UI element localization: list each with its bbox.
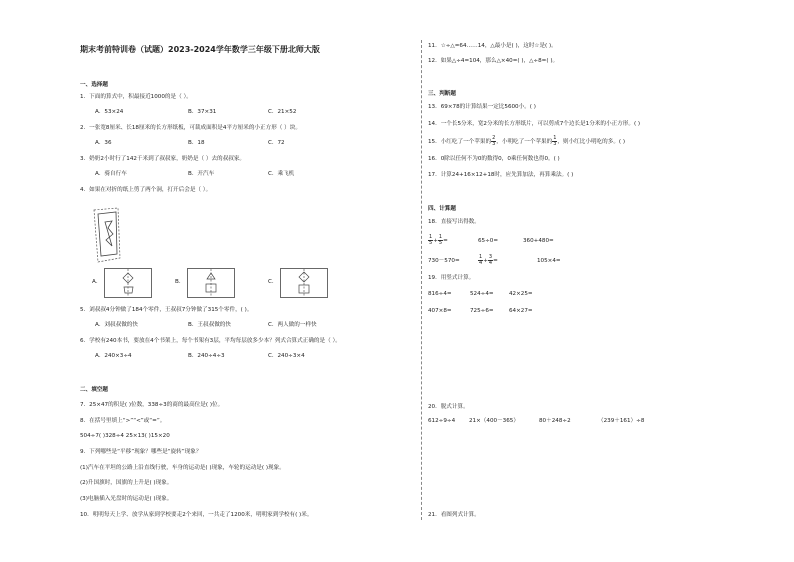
q19-item-3: 42×25= [509,291,533,297]
q18-r1-f2-numerator: 1 [438,234,443,240]
q4-option-b[interactable]: B． [175,279,185,285]
q15-text-c: ，则小红比小明吃的多。( ) [557,139,626,145]
q20-item-3: 80＋248÷2 [539,418,571,424]
q6-option-c[interactable]: C．240÷3×4 [268,353,305,359]
q5-option-b[interactable]: B．王叔叔做的快 [188,322,231,328]
q15-fraction-1-numerator: 2 [492,135,496,141]
question-13: 13．69×78的计算结果一定比5600小。( ) [428,104,536,110]
q18-r2-equals: = [493,258,498,264]
question-6: 6．学校有240本书，要放在4个书架上，每个书架有3层，平均每层放多少本？列式合算式正确的是（ ）。 [80,338,341,344]
question-19: 19．用竖式计算。 [428,275,475,281]
q18-item-fraction-sum-2 [478,255,498,267]
q8-comparisons: 504÷7( )328÷4 25×13( )15×20 [80,433,170,439]
q18-r2-plus: + [483,258,488,264]
q3-option-b[interactable]: B．开汽车 [188,171,215,177]
q18-r1-f1-denominator: 5 [429,240,433,246]
folded-paper-figure [88,206,124,264]
q1-option-c[interactable]: C．21×52 [268,109,297,115]
q5-option-a[interactable]: A．刘叔叔做的快 [95,322,138,328]
question-10: 10．明明每天上学、放学从家到学校要走2个来回，一共走了1200米，明明家到学校有( )米。 [80,512,313,518]
q18-r2-f1-numerator: 1 [479,254,483,260]
q18-r2-f2-numerator: 3 [488,254,493,260]
q3-option-a[interactable]: A．骑自行车 [95,171,127,177]
q18-item-add: 360+480= [523,238,554,244]
q5-option-c[interactable]: C．两人做的一样快 [268,322,317,328]
q15-fraction-1-denominator: 3 [492,141,496,147]
q1-option-a[interactable]: A．53×24 [95,109,124,115]
q18-item-subtract: 730－570= [428,258,460,264]
question-5: 5．刘叔叔4分钟做了184个零件，王叔叔7分钟做了315个零件，( )。 [80,307,253,313]
q4-figure-b [187,268,235,298]
q6-option-a[interactable]: A．240×3÷4 [95,353,132,359]
q15-fraction-2-denominator: 3 [553,141,557,147]
section-heading-choice: 一、选择题 [80,82,108,88]
q18-r2-f1-denominator: 4 [479,260,483,266]
q18-r1-equals: = [443,238,448,244]
section-heading-judge: 三、判断题 [428,91,456,97]
q6-option-b[interactable]: B．240÷4÷3 [188,353,225,359]
q1-option-b[interactable]: B．37×31 [188,109,217,115]
q15-text-a: 15．小红吃了一个苹果的 [428,139,492,145]
q4-option-a[interactable]: A． [92,279,102,285]
question-7: 7．25×47的积是( )位数，338÷3的商的最高位是( )位。 [80,402,224,408]
q3-option-c[interactable]: C．乘飞机 [268,171,295,177]
q19-item-5: 725÷6= [470,308,494,314]
q9-part-2: (2)升国旗时，国旗的上升是( )现象。 [80,480,173,486]
question-15 [428,136,625,148]
question-11: 11．☆÷△=64……14，△最小是( )，这时☆是( )。 [428,43,557,49]
question-8: 8．在括号里填上“>”“<”或“=”。 [80,418,166,424]
q19-item-4: 407×8= [428,308,452,314]
q18-r1-f2-denominator: 5 [438,240,443,246]
column-divider [421,40,422,520]
q18-r1-plus: + [433,238,438,244]
question-21: 21．看图列式计算。 [428,512,480,518]
q20-item-4: （239＋161）÷8 [598,418,645,424]
question-4: 4．如果在对折的纸上剪了两个洞，打开后会是（ ）。 [80,187,212,193]
question-14: 14．一个长5分米，宽2分米的长方形纸片，可以剪成7个边长是1分米的小正方形。( ) [428,121,641,127]
q18-item-divide-zero: 65÷0= [478,238,499,244]
q15-fraction-2-numerator: 1 [553,135,557,141]
q15-text-b: ，小明吃了一个苹果的 [496,139,553,145]
q4-figure-c [280,268,328,298]
page-title: 期末考前特训卷（试题）2023-2024学年数学三年级下册北师大版 [80,45,320,54]
q2-option-a[interactable]: A．36 [95,140,112,146]
q20-item-1: 612÷9÷4 [428,418,456,424]
section-heading-calc: 四、计算题 [428,206,456,212]
q4-figure-a [104,268,152,298]
question-12: 12．如果△÷4=104，那么△×40=( )，△÷8=( )。 [428,58,559,64]
question-20: 20．脱式计算。 [428,404,469,410]
q9-part-3: (3)电脑插入光盘时的运动是( )现象。 [80,496,173,502]
q19-item-2: 524÷4= [470,291,494,297]
question-2: 2．一张宽8厘米、长18厘米的长方形纸板，可裁成面积是4平方厘米的小正方形（ ）块。 [80,125,301,131]
question-3: 3．奶奶2小时行了142千米到了叔叔家，奶奶是（ ）去的叔叔家。 [80,156,246,162]
q9-part-1: (1)汽车在平坦的公路上沿直线行驶，车身的运动是( )现象，车轮的运动是( )现象。 [80,465,285,471]
q18-r2-f2-denominator: 4 [488,260,493,266]
q2-option-c[interactable]: C．72 [268,140,285,146]
question-9: 9．下列哪些是“平移”现象？哪些是“旋转”现象？ [80,449,202,455]
question-17: 17．计算24+16×12+18时，应先算加法，再算乘法。( ) [428,172,574,178]
section-heading-fill: 二、填空题 [80,387,108,393]
q19-item-6: 64×27= [509,308,533,314]
q4-option-c[interactable]: C． [268,279,278,285]
q19-item-1: 816÷4= [428,291,452,297]
q18-item-fraction-sum-1 [428,235,448,247]
q18-item-multiply: 105×4= [537,258,561,264]
question-16: 16．0除以任何不为0的数得0，0乘任何数也得0。( ) [428,156,560,162]
question-1: 1．下面的算式中，积最接近1000的是（ ）。 [80,94,192,100]
question-18: 18．直接写出得数。 [428,219,480,225]
q2-option-b[interactable]: B．18 [188,140,205,146]
q18-r1-f1-numerator: 1 [429,234,433,240]
q20-item-2: 21×（400－365） [469,418,519,424]
